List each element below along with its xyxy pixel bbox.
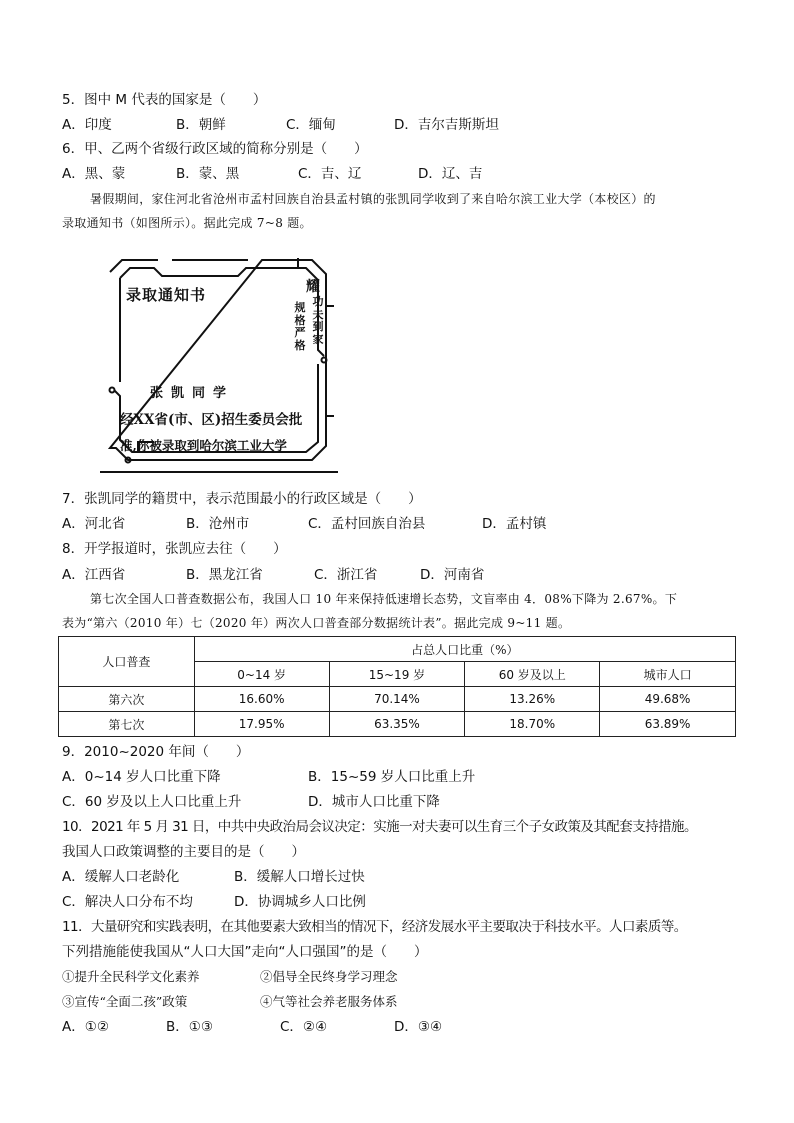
notice-line1: 经XX省(市、区)招生委员会批 (120, 412, 303, 428)
admission-notice-figure (98, 246, 338, 474)
q5-option-c[interactable]: C．缅甸 (286, 117, 336, 133)
notice-title: 录取通知书 (126, 286, 207, 304)
notice-top-char: 耀 (306, 279, 320, 295)
q11-option-c[interactable]: C．②④ (280, 1019, 328, 1035)
q10-stem-line1: 10．2021 年 5 月 31 日，中共中央政治局会议决定：实施一对夫妻可以生育三个子女政策及其配套支持措施。 (62, 819, 697, 835)
notice-motto-left: 规格严格 (294, 301, 306, 352)
table-cell: 63.35% (329, 712, 465, 737)
intro-9-11-line2: 表为“第六（2010 年）七（2020 年）两次人口普查部分数据统计表”。据此完成 9~11 题。 (62, 616, 571, 630)
q6-options (62, 165, 762, 183)
q11-option-d[interactable]: D．③④ (394, 1019, 443, 1035)
q11-item-4: ④气等社会养老服务体系 (260, 994, 398, 1009)
q5-option-b[interactable]: B．朝鲜 (176, 117, 226, 133)
q6-option-c[interactable]: C．吉、辽 (298, 166, 362, 182)
table-cell: 17.95% (194, 712, 329, 737)
q11-item-3: ③宣传“全面二孩”政策 (62, 994, 188, 1009)
table-row-label: 第六次 (59, 687, 195, 712)
q7-option-a[interactable]: A．河北省 (62, 516, 126, 532)
table-column-header: 城市人口 (600, 662, 736, 687)
table-cell: 70.14% (329, 687, 465, 712)
q6-stem: 6．甲、乙两个省级行政区域的简称分别是（ ） (62, 141, 368, 157)
table-cell: 16.60% (194, 687, 329, 712)
q10-option-c[interactable]: C．解决人口分布不均 (62, 894, 193, 910)
table-cell: 63.89% (600, 712, 736, 737)
q8-option-b[interactable]: B．黑龙江省 (186, 567, 263, 583)
q7-option-d[interactable]: D．孟村镇 (482, 516, 547, 532)
q6-option-d[interactable]: D．辽、吉 (418, 166, 483, 182)
q5-options (62, 116, 762, 134)
q5-option-a[interactable]: A．印度 (62, 117, 112, 133)
q9-options-row2 (62, 793, 762, 811)
q11-option-b[interactable]: B．①③ (166, 1019, 213, 1035)
notice-line2: 准,你被录取到哈尔滨工业大学 (120, 438, 287, 453)
q7-option-b[interactable]: B．沧州市 (186, 516, 250, 532)
q10-stem-line2: 我国人口政策调整的主要目的是（ ） (62, 844, 305, 860)
q5-stem: 5．图中 M 代表的国家是（ ） (62, 92, 267, 108)
q9-options (62, 768, 762, 786)
q11-item-2: ②倡导全民终身学习理念 (260, 969, 398, 984)
table-corner-header: 人口普查 (59, 637, 195, 687)
intro-7-8-line1: 暑假期间，家住河北省沧州市孟村回族自治县孟村镇的张凯同学收到了来自哈尔滨工业大学（本校区）的 (90, 192, 656, 206)
q5-option-d[interactable]: D．吉尔吉斯斯坦 (394, 117, 499, 133)
q11-item-1: ①提升全民科学文化素养 (62, 969, 200, 984)
table-row-label: 第七次 (59, 712, 195, 737)
q10-option-b[interactable]: B．缓解人口增长过快 (234, 869, 365, 885)
q7-options (62, 515, 762, 533)
q8-option-d[interactable]: D．河南省 (420, 567, 485, 583)
q11-option-a[interactable]: A．①② (62, 1019, 109, 1035)
table-row (59, 687, 736, 712)
notice-motto-right: 功夫到家 (312, 295, 324, 346)
q11-stem-line1: 11．大量研究和实践表明，在其他要素大致相当的情况下，经济发展水平主要取决于科技水平。人口素质等。 (62, 919, 687, 935)
table-row (59, 712, 736, 737)
q11-options (62, 1018, 762, 1036)
intro-9-11-line1: 第七次全国人口普查数据公布，我国人口 10 年来保持低速增长态势，文盲率由 4．08%下降为 2.67%。下 (90, 592, 678, 606)
q10-option-d[interactable]: D．协调城乡人口比例 (234, 894, 366, 910)
notice-student-name: 张凯同学 (150, 386, 235, 401)
q9-option-d[interactable]: D．城市人口比重下降 (308, 794, 440, 810)
census-table (58, 636, 736, 737)
q10-option-a[interactable]: A．缓解人口老龄化 (62, 869, 180, 885)
q9-option-c[interactable]: C．60 岁及以上人口比重上升 (62, 794, 242, 810)
table-cell: 13.26% (465, 687, 600, 712)
q6-option-b[interactable]: B．蒙、黑 (176, 166, 240, 182)
table-column-header: 60 岁及以上 (465, 662, 600, 687)
table-group-header: 占总人口比重（%） (194, 637, 735, 662)
q9-option-b[interactable]: B．15~59 岁人口比重上升 (308, 769, 476, 785)
q6-option-a[interactable]: A．黑、蒙 (62, 166, 126, 182)
q11-items (62, 968, 762, 986)
q9-stem: 9．2010~2020 年间（ ） (62, 744, 250, 760)
q8-options (62, 566, 762, 584)
q11-items-row2 (62, 993, 762, 1011)
table-column-header: 15~19 岁 (329, 662, 465, 687)
q10-options (62, 868, 762, 886)
q11-stem-line2: 下列措施能使我国从“人口大国”走向“人口强国”的是（ ） (62, 944, 428, 960)
q8-option-a[interactable]: A．江西省 (62, 567, 126, 583)
q7-stem: 7．张凯同学的籍贯中，表示范围最小的行政区域是（ ） (62, 491, 422, 507)
table-cell: 18.70% (465, 712, 600, 737)
table-column-header: 0~14 岁 (194, 662, 329, 687)
q8-stem: 8．开学报道时，张凯应去往（ ） (62, 541, 287, 557)
table-cell: 49.68% (600, 687, 736, 712)
q7-option-c[interactable]: C．孟村回族自治县 (308, 516, 426, 532)
q8-option-c[interactable]: C．浙江省 (314, 567, 378, 583)
q9-option-a[interactable]: A．0~14 岁人口比重下降 (62, 769, 221, 785)
q10-options-row2 (62, 893, 762, 911)
intro-7-8-line2: 录取通知书（如图所示）。据此完成 7~8 题。 (62, 216, 312, 230)
